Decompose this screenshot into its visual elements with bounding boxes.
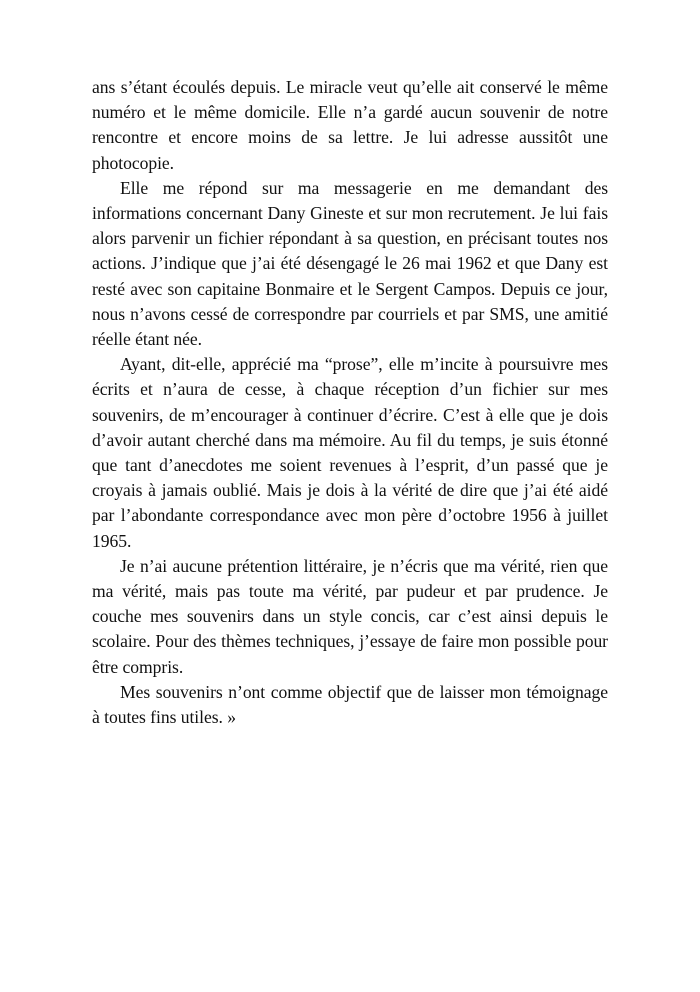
paragraph-prose: Ayant, dit-elle, apprécié ma “prose”, elle m’incite à poursuivre mes écrits et n’aura de cesse, à chaque réception d’un fichier sur mes souvenirs, de m’encourager à continuer d’écrire. C’est à elle que je dois d’avoir autant cherché dans ma mémoire. Au fil du temps, je suis étonné que tant d’anecdotes me soient revenues à l’esprit, d’un passé que je croyais à jamais oublié. Mais je dois à la vérité de dire que j’ai été aidé par l’abondante correspondance avec mon père d’octobre 1956 à juillet 1965. (92, 354, 608, 551)
paragraph-messagerie: Elle me répond sur ma messagerie en me demandant des informations concernant Dany Gineste et sur mon recrutement. Je lui fais alors parvenir un fichier répondant à sa question, en précisant toutes nos actions. J’indique que j’ai été désengagé le 26 mai 1962 et que Dany est resté avec son capitaine Bonmaire et le Sergent Campos. Depuis ce jour, nous n’avons cessé de correspondre par courriels et par SMS, une amitié réelle étant née. (92, 177, 608, 350)
paragraph-continuation: ans s’étant écoulés depuis. Le miracle veut qu’elle ait conservé le même numéro et le même domicile. Elle n’a gardé aucun souvenir de notre rencontre et encore moins de sa lettre. Je lui adresse aussitôt une photocopie. (92, 77, 608, 173)
page-body (92, 75, 608, 730)
paragraph-pretention: Je n’ai aucune prétention littéraire, je n’écris que ma vérité, rien que ma vérité, mais pas toute ma vérité, par pudeur et par prudence. Je couche mes souvenirs dans un style concis, car c’est ainsi depuis le scolaire. Pour des thèmes techniques, j’essaye de faire mon possible pour être compris. (92, 555, 608, 677)
paragraph-objectif: Mes souvenirs n’ont comme objectif que de laisser mon témoignage à toutes fins utiles. » (92, 681, 608, 728)
